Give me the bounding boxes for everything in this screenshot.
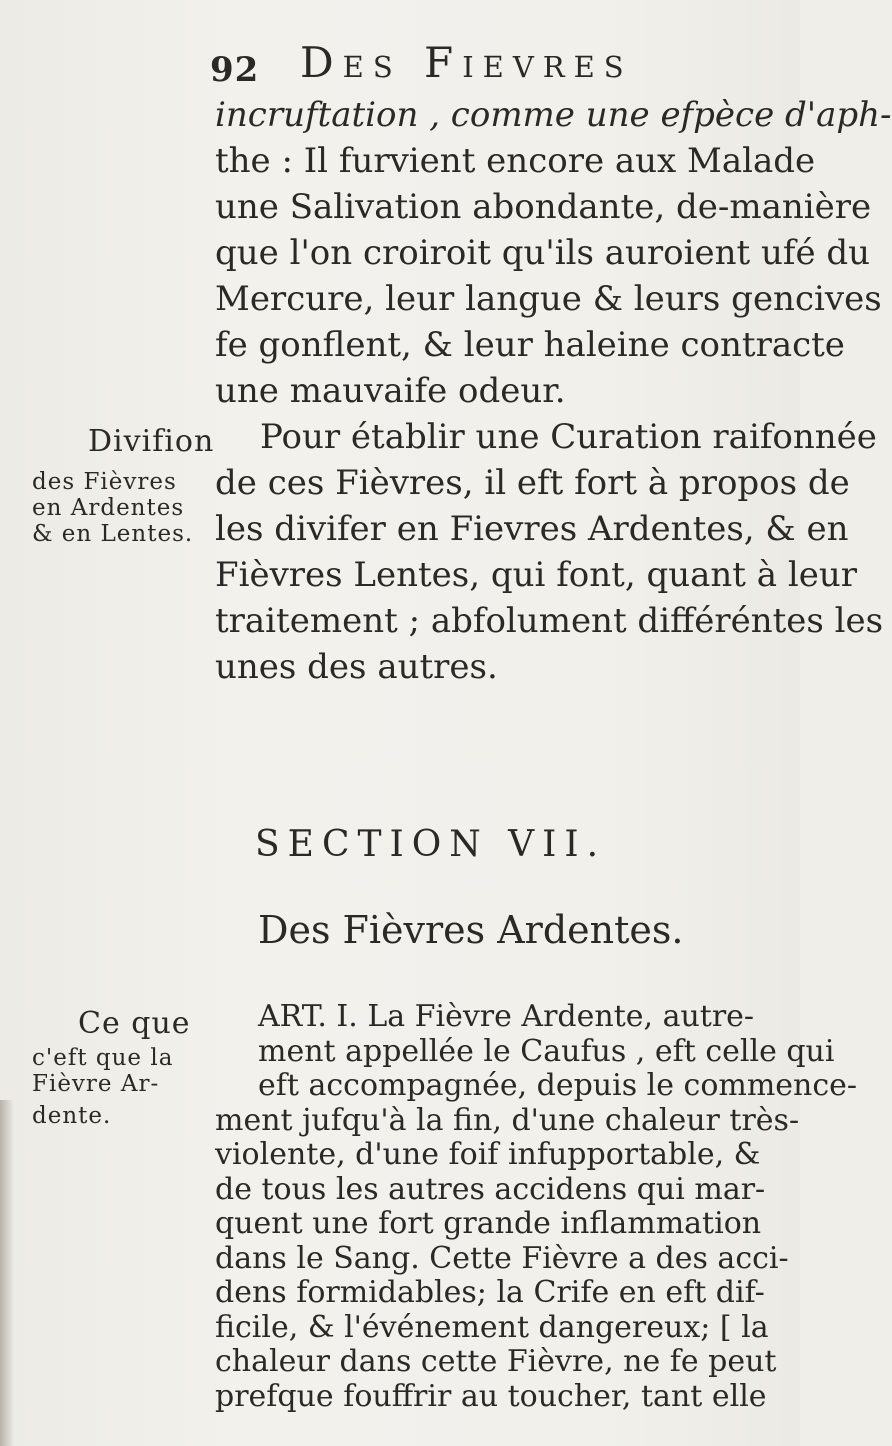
body-line: ment jufqu'à la fin, d'une chaleur très- (215, 1102, 800, 1138)
body-line: que l'on croiroit qu'ils auroient ufé du (215, 233, 871, 273)
page-number: 92 (210, 50, 260, 90)
body-line: incruftation , comme une efpèce d'aph- (215, 95, 892, 135)
section-subheading: Des Fièvres Ardentes. (258, 908, 684, 952)
body-line: Mercure, leur langue & leurs gencives (215, 279, 882, 319)
body-line: dens formidables; la Crife en eft dif- (215, 1275, 765, 1310)
body-line: the : Il furvient encore aux Malade (215, 141, 816, 181)
running-title: Des Fievres (300, 38, 633, 87)
body-line: dans le Sang. Cette Fièvre a des acci- (215, 1240, 789, 1276)
body-line: ART. I. La Fièvre Ardente, autre- (258, 999, 755, 1034)
page-edge-shadow (0, 1100, 14, 1446)
margin-note-line: & en Lentes. (32, 521, 194, 547)
body-line: les divifer en Fievres Ardentes, & en (215, 509, 849, 549)
body-line: de tous les autres accidens qui mar- (215, 1171, 766, 1207)
margin-note-line: Fièvre Ar- (32, 1071, 160, 1097)
body-line: fe gonflent, & leur haleine contracte (215, 325, 845, 365)
body-line: chaleur dans cette Fièvre, ne fe peut (215, 1344, 777, 1379)
margin-note-line: en Ardentes (32, 495, 185, 521)
body-line: Fièvres Lentes, qui font, quant à leur (215, 555, 857, 595)
margin-note-line: dente. (32, 1103, 112, 1129)
body-line: ficile, & l'événement dangereux; [ la (215, 1309, 769, 1345)
body-line: Pour établir une Curation raifonnée (260, 417, 877, 457)
body-line: une Salivation abondante, de-manière (215, 187, 872, 227)
body-line: prefque fouffrir au toucher, tant elle (215, 1378, 767, 1414)
body-line: violente, d'une foif infupportable, & (215, 1137, 761, 1172)
body-line: de ces Fièvres, il eft fort à propos de (215, 463, 850, 503)
body-line: eft accompagnée, depuis le commence- (258, 1068, 858, 1103)
section-heading: SECTION VII. (255, 824, 607, 865)
body-line: quent une fort grande inflammation (215, 1206, 762, 1241)
margin-note-line: c'eft que la (32, 1045, 174, 1071)
margin-note-line: Divifion (88, 424, 215, 459)
margin-note-line: Ce que (78, 1006, 191, 1041)
margin-note-line: des Fièvres (32, 469, 177, 495)
body-line: traitement ; abfolument différéntes les (215, 601, 884, 641)
body-line: unes des autres. (215, 647, 498, 687)
body-line: une mauvaife odeur. (215, 371, 566, 411)
body-line: ment appellée le Caufus , eft celle qui (258, 1033, 835, 1069)
